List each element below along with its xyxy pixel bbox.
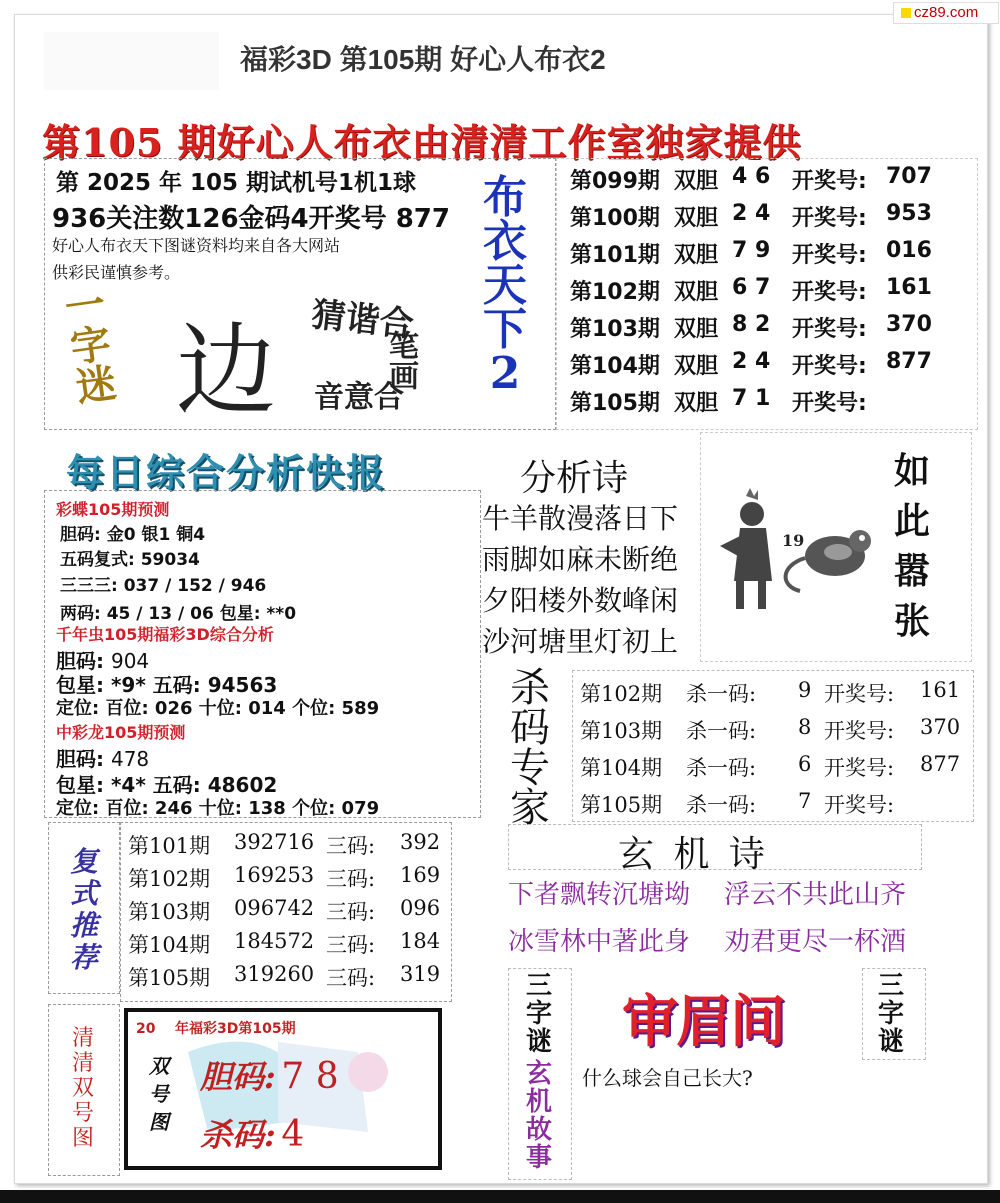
qiannian-ding: 定位: 百位: 026 十位: 014 个位: 589 [56,698,380,719]
fushi-period: 第101期 [128,834,211,858]
bottom-bar [0,1190,1000,1203]
watermark [893,2,999,24]
xuanji-char: 玄 [525,1059,552,1089]
history-label: 双胆 [674,243,719,268]
history-prize-label: 开奖号: [792,206,867,231]
kill-label [500,665,560,831]
card-dan-value: 7 8 [281,1056,339,1097]
kill-label-char: 专 [510,745,550,791]
kill-label-char: 码 [510,705,550,751]
history-prize: 953 [886,201,932,226]
kill-num: 8 [798,715,812,739]
history-period: 第101期 [570,243,660,268]
kill-prize: 370 [920,715,961,739]
history-label: 双胆 [674,206,719,231]
history-label: 双胆 [674,317,719,342]
kill-label-text: 杀一码: [686,719,757,743]
fushi-label-text: 三码: [326,867,376,891]
fushi-label-text: 三码: [326,834,376,858]
kill-prize-label: 开奖号: [824,793,895,817]
kill-period: 第102期 [580,682,663,706]
poem2-line: 劝君更尽一杯酒 [724,927,907,957]
card-header: 20 年福彩3D第105期 [136,1021,296,1037]
zodiac-text [890,446,934,646]
card-tag-char: 双 [149,1054,169,1078]
history-nums: 2 4 [732,349,771,374]
trial-line-2: 936关注数126金码4开奖号 877 [52,204,450,234]
kill-prize-label: 开奖号: [824,682,895,706]
kill-num: 6 [798,752,812,776]
caidie-dan: 胆码: 金0 银1 铜4 [60,525,206,545]
story-label-char: 谜 [525,1027,552,1057]
history-label: 双胆 [674,280,719,305]
fushi-label-char: 复 [69,845,98,878]
history-label: 双胆 [674,391,719,416]
history-period: 第105期 [570,391,660,416]
qiannian-dan-value: 904 [110,649,150,673]
card-dan [200,1052,339,1098]
logo-placeholder [44,32,219,90]
riddle-right-mid: 笔画 [383,330,418,390]
history-period: 第102期 [570,280,660,305]
riddle-center: 边 [176,312,276,429]
fushi-nums: 096742 [234,896,315,920]
watermark-text: cz89.com [914,4,979,21]
zodiac-illustration [710,486,880,616]
fushi-nums: 169253 [234,863,315,887]
riddle-left-text: 一字迷 [55,281,120,408]
kill-label-text: 杀一码: [686,682,757,706]
kill-period: 第103期 [580,719,663,743]
trial-note-2: 供彩民谨慎参考。 [52,263,181,282]
card-tag [144,1052,174,1136]
caidie-liangma: 两码: 45 / 13 / 06 包星: **0 [60,604,297,624]
history-label: 双胆 [674,169,719,194]
caidie-title: 彩蝶105期预测 [56,500,170,519]
banner: 第105 期好心人布衣由清清工作室独家提供 [42,120,802,165]
story-label-char: 字 [525,999,552,1029]
shuanghao-side-char: 双 [71,1076,94,1101]
figure-icon [720,488,772,609]
zodiac-char: 此 [893,500,930,542]
kill-prize-label: 开奖号: [824,719,895,743]
history-prize: 877 [886,349,932,374]
kill-num: 9 [798,678,812,702]
story-label-char: 三 [877,971,904,1001]
brand-char: 布 [483,172,527,223]
fushi-period: 第104期 [128,933,211,957]
card-sha-value: 4 [281,1114,305,1155]
story-label-left [514,972,564,1056]
poem1-line: 牛羊散漫落日下 [482,502,679,535]
fushi-three: 392 [400,830,441,854]
poem2-title: 玄 机 诗 [618,834,769,875]
zodiac-char: 嚣 [893,550,930,592]
qiannian-title: 千年虫105期福彩3D综合分析 [56,625,274,644]
watermark-dot-icon [901,8,911,18]
kill-prize: 161 [920,678,961,702]
card-dan-label: 胆码: [200,1058,276,1096]
poem1-lines [482,498,678,662]
riddle-question: 什么球会自己长大? [582,1066,753,1090]
history-prize: 161 [886,275,932,300]
poem2-line: 浮云不共此山齐 [724,880,907,910]
story-label-char: 谜 [877,1027,904,1057]
poem2-line: 下者飘转沉塘坳 [508,880,691,910]
history-prize-label: 开奖号: [792,169,867,194]
fushi-three: 169 [400,863,441,887]
history-period: 第100期 [570,206,660,231]
story-label-right [866,972,916,1056]
history-period: 第099期 [570,169,660,194]
kill-label-char: 杀 [510,665,550,711]
brand-char: 衣 [483,216,527,267]
fushi-three: 184 [400,929,441,953]
poem1-title: 分析诗 [520,458,629,499]
zodiac-char: 如 [893,450,930,492]
brand-char: 下 [483,304,527,355]
shuanghao-side-char: 清 [71,1051,94,1076]
story-label-char: 字 [877,999,904,1029]
fushi-label-text: 三码: [326,966,376,990]
zodiac-char: 张 [893,600,930,642]
trial-note-1: 好心人布衣天下图谜资料均来自各大网站 [52,236,341,255]
fushi-label [56,846,112,974]
history-prize-label: 开奖号: [792,391,867,416]
zhongcai-dan [56,743,149,772]
xuanji-char: 故 [525,1115,552,1145]
zhongcai-bao: 包星: *4* 五码: 48602 [56,773,278,797]
xuanji-char: 机 [525,1087,552,1117]
fushi-period: 第102期 [128,867,211,891]
story-label-char: 三 [525,971,552,1001]
zhongcai-title: 中彩龙105期预测 [56,723,186,742]
fushi-period: 第105期 [128,966,211,990]
riddle-right-top: 猜谐合 [309,294,416,346]
fushi-label-text: 三码: [326,933,376,957]
qiannian-dan-label: 胆码: [56,649,104,673]
history-nums: 6 7 [732,275,771,300]
history-period: 第103期 [570,317,660,342]
history-prize-label: 开奖号: [792,354,867,379]
trial-line-1: 第 2025 年 105 期试机号1机1球 [56,170,417,196]
fushi-label-text: 三码: [326,900,376,924]
fushi-three: 319 [400,962,441,986]
poem1-line: 夕阳楼外数峰闲 [482,584,679,617]
kill-period: 第104期 [580,756,663,780]
shuanghao-side-char: 号 [71,1101,94,1126]
caidie-wuma: 五码复式: 59034 [60,550,200,570]
poem1-line: 雨脚如麻未断绝 [482,543,679,576]
xuanji-story [512,1060,566,1172]
history-prize: 370 [886,312,932,337]
shuanghao-side-char: 图 [71,1126,94,1151]
fushi-period: 第103期 [128,900,211,924]
daily-title: 每日综合分析快报 [66,451,387,495]
history-prize: 016 [886,238,932,263]
card-sha-label: 杀码: [200,1116,276,1154]
fushi-label-char: 荐 [69,941,98,974]
poem2-line: 冰雪林中著此身 [508,927,691,957]
card-sha [200,1110,304,1156]
fushi-label-char: 推 [69,909,98,942]
history-prize-label: 开奖号: [792,243,867,268]
history-nums: 7 1 [732,386,771,411]
history-prize-label: 开奖号: [792,317,867,342]
kill-num: 7 [798,789,812,813]
history-nums: 4 6 [732,164,771,189]
poem2-lines [508,872,948,966]
qiannian-bao: 包星: *9* 五码: 94563 [56,673,278,697]
history-period: 第104期 [570,354,660,379]
kill-prize-label: 开奖号: [824,756,895,780]
brand-char: 天 [483,260,527,311]
vertical-brand [470,172,540,399]
history-nums: 8 2 [732,312,771,337]
fushi-three: 096 [400,896,441,920]
fushi-nums: 184572 [234,929,315,953]
card-tag-char: 号 [149,1082,169,1106]
riddle-word: 审眉间 [622,989,784,1055]
kill-label-char: 家 [510,785,550,831]
kill-label-text: 杀一码: [686,793,757,817]
riddle-right-bottom: 音意合 [314,380,404,415]
history-nums: 2 4 [732,201,771,226]
shuanghao-card [124,1008,442,1170]
poem1-line: 沙河塘里灯初上 [482,625,679,658]
shuanghao-side-char: 清 [71,1026,94,1051]
shuanghao-side [68,1026,98,1151]
card-tag-char: 图 [149,1110,169,1134]
zodiac-number: 19 [782,531,805,550]
kill-period: 第105期 [580,793,663,817]
xuanji-char: 事 [525,1143,552,1173]
poem2-row [508,872,948,919]
kill-label-text: 杀一码: [686,756,757,780]
history-prize-label: 开奖号: [792,280,867,305]
history-prize: 707 [886,164,932,189]
page-title: 福彩3D 第105期 好心人布衣2 [240,44,606,75]
zhongcai-ding: 定位: 百位: 246 十位: 138 个位: 079 [56,798,380,819]
zhongcai-dan-value: 478 [110,747,150,771]
poem2-row [508,919,948,966]
fushi-nums: 319260 [234,962,315,986]
caidie-sansan: 三三三: 037 / 152 / 946 [60,576,267,596]
history-label: 双胆 [674,354,719,379]
brand-char: 2 [489,348,521,399]
fushi-label-char: 式 [69,877,98,910]
fushi-nums: 392716 [234,830,315,854]
zhongcai-dan-label: 胆码: [56,747,104,771]
history-nums: 7 9 [732,238,771,263]
kill-prize: 877 [920,752,961,776]
